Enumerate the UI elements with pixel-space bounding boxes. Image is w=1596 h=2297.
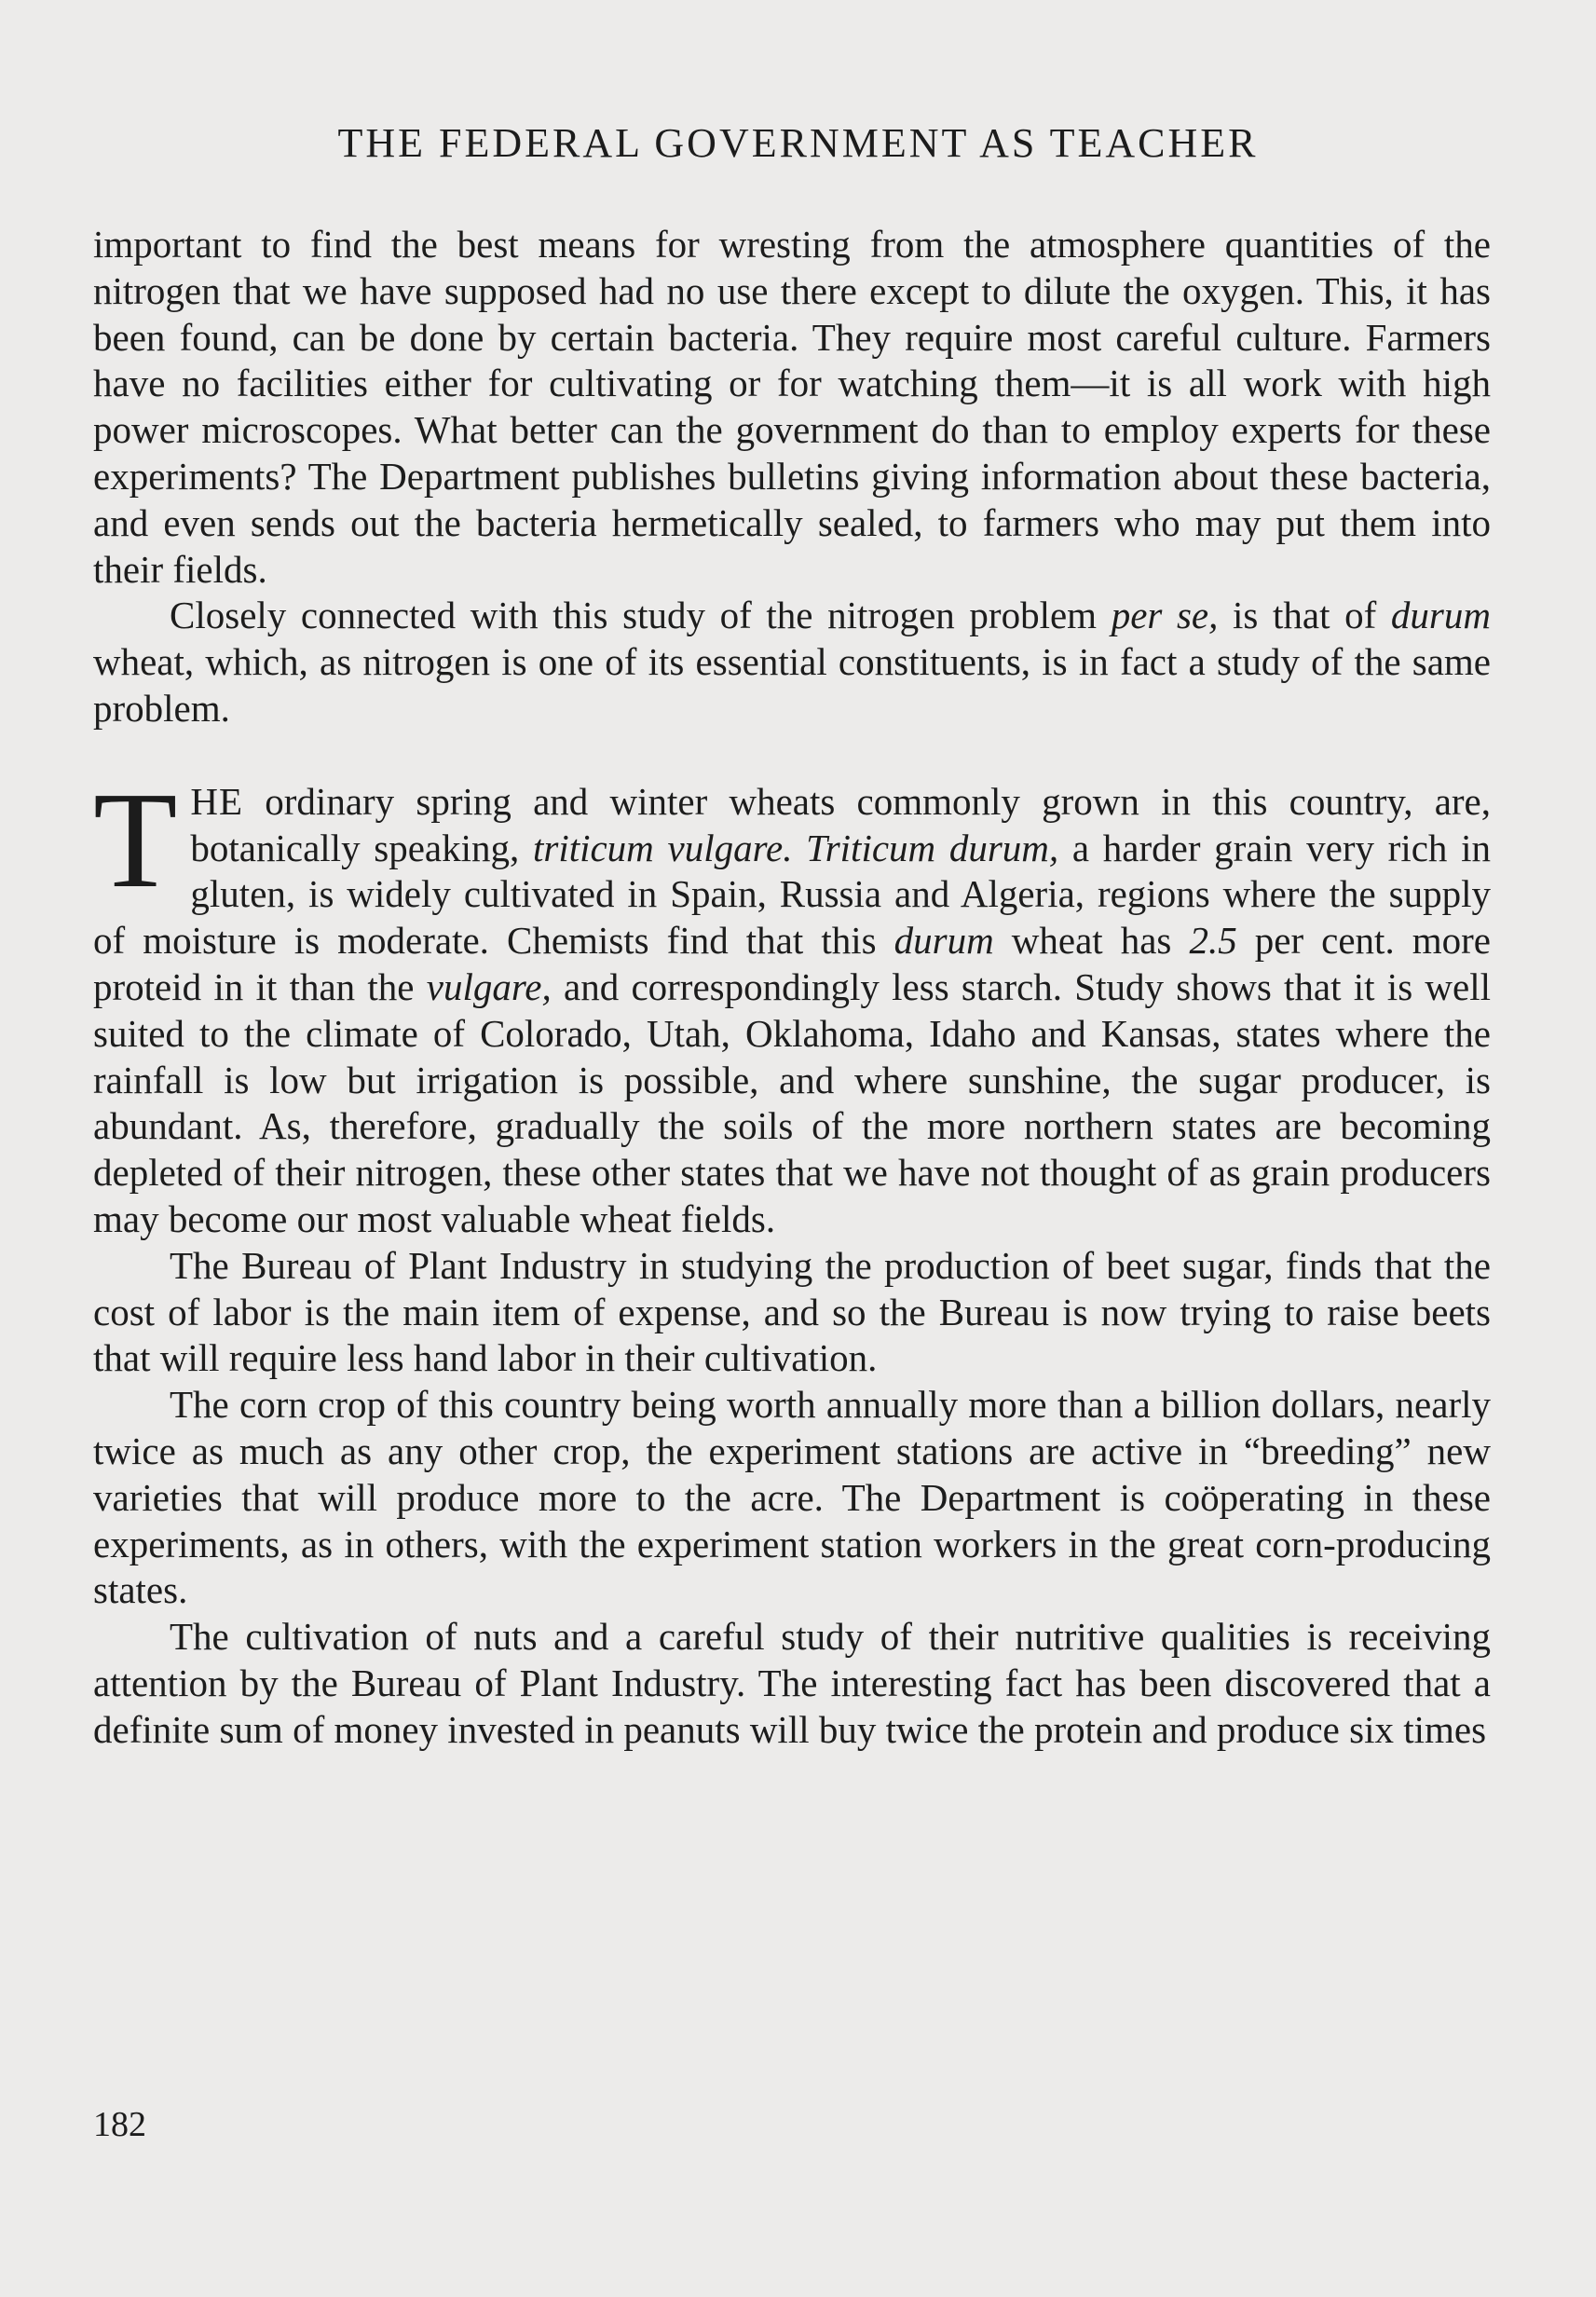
paragraph-5: The corn crop of this country being worth annually more than a billion dollars, nearly twice as much as any other crop, the experiment stations are active in “breeding” new varieties that will produce more to the acre. The Department is coöperating in these experiments, as in others, with the experiment station workers in the great corn-producing states. — [93, 1383, 1491, 1612]
paragraph-4: The Bureau of Plant Industry in studying the production of beet sugar, finds that the cost of labor is the main item of expense, and so the Bureau is now trying to raise beets that will require less hand labor in their cultivation. — [93, 1243, 1491, 1380]
italic-vulgare: vulgare, — [426, 964, 552, 1008]
paragraph-2 — [93, 593, 1491, 731]
paragraph-2-text: Closely connected with this study of the nitrogen problem — [170, 594, 1112, 637]
paragraph-3-text: per cent. more proteid in it than the — [93, 919, 1491, 1008]
italic-durum: durum — [1390, 594, 1491, 637]
paragraph-6: The cultivation of nuts and a careful study of their nutritive qualities is receiving attention by the Bureau of Plant Industry. The interesting fact has been discovered that a definite sum of money invested in peanuts will buy twice the protein and produce six times — [93, 1615, 1491, 1751]
paragraph-3 — [93, 763, 1492, 1243]
paragraph-3-text: wheat has — [993, 919, 1190, 963]
running-head: THE FEDERAL GOVERNMENT AS TEACHER — [337, 120, 1259, 166]
page-number: 182 — [93, 2105, 146, 2144]
italic-durum: durum — [893, 919, 994, 963]
paragraph-3-text: and correspondingly less starch. Study shows that it is well suited to the climate of Colorado, Utah, Oklahoma, Idaho and Kansas, states where the rainfall is low but irrigation is possible, and where sunshine, the sugar producer, is abundant. As, therefore, gradually the soils of the more northern states are becoming depleted of their nitrogen, these other states that we have not thought of as grain producers may become our most valuable wheat fields. — [93, 964, 1491, 1240]
italic-triticum: triticum vulgare. Triticum durum, — [532, 826, 1059, 869]
italic-per-se: per se, — [1111, 594, 1219, 637]
paragraph-2-text: wheat, which, as nitrogen is one of its essential constituents, is in fact a study of the same problem. — [93, 640, 1491, 730]
paragraph-2-text: is that of — [1218, 594, 1391, 637]
drop-cap: T — [93, 763, 178, 917]
small-caps-opening: HE — [190, 779, 244, 823]
italic-percent: 2.5 — [1189, 919, 1237, 963]
paragraph-1: important to find the best means for wresting from the atmosphere quantities of the nitrogen that we have supposed had no use there except to dilute the oxygen. This, it has been found, can be done by certain bacteria. They require most careful culture. Farmers have no facilities either for cultivating or for watching them—it is all work with high power microscopes. What better can the government do than to employ experts for these experiments? The Department publishes bulletins giving information about these bacteria, and even sends out the bacteria hermetically sealed, to farmers who may put them into their fields. — [93, 223, 1491, 591]
body-text — [93, 222, 1491, 1754]
paragraph-3-text: a harder grain very rich in gluten, is widely cultivated in Spain, Russia and Algeria, regions where the supply of moisture is moderate. Chemists find that this — [93, 826, 1492, 963]
paragraph-3-text: ordinary spring and winter wheats commonly grown in this country, are, botanically speaking, — [190, 779, 1491, 869]
